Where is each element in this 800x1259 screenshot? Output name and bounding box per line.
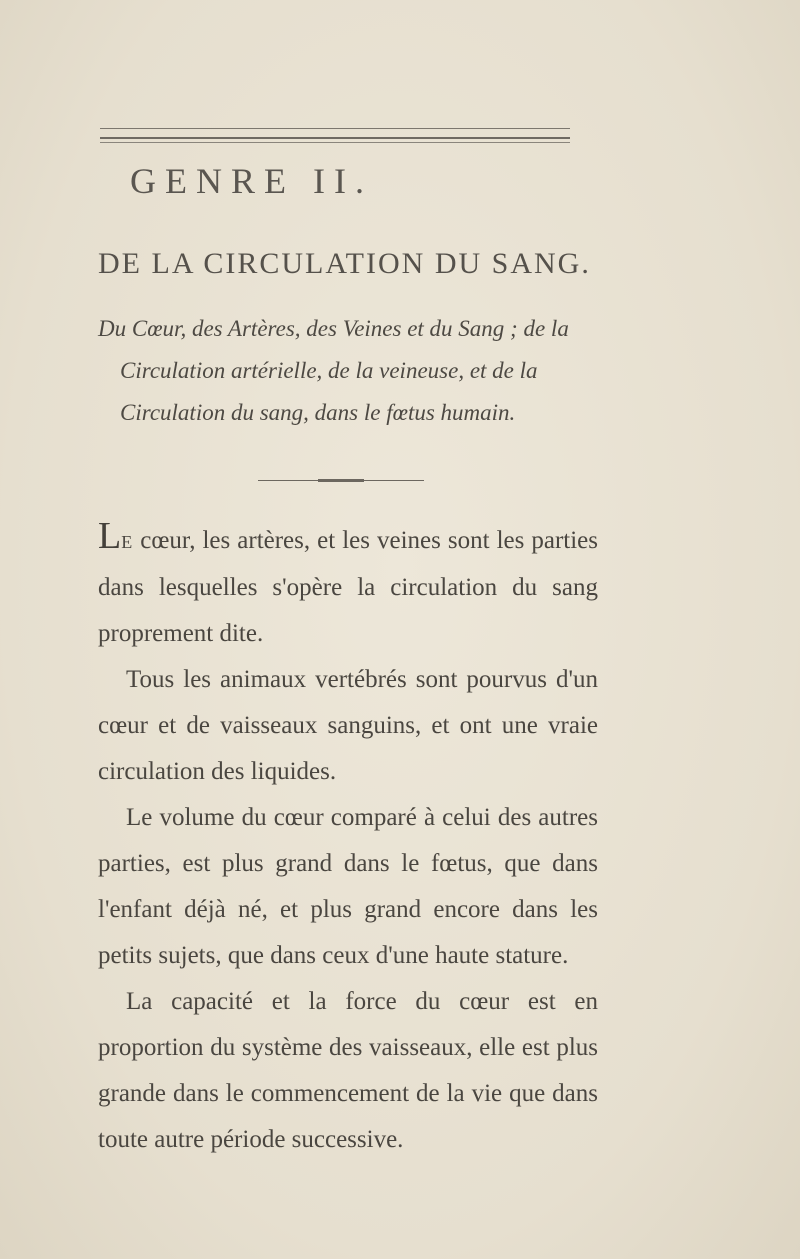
paragraph-1	[98, 515, 598, 657]
drop-cap-continuation: E	[121, 532, 134, 552]
top-rule-thin	[100, 128, 570, 129]
paragraph-1-text: cœur, les artères, et les veines sont les parties dans lesquelles s'opère la circulation du sang proprement dite.	[98, 527, 598, 647]
paragraph-4: La capacité et la force du cœur est en proportion du système des vaisseaux, elle est plus grande dans le commencement de la vie que dans toute autre période successive.	[98, 988, 598, 1153]
top-rule-bottom	[100, 142, 570, 143]
drop-cap: L	[98, 515, 122, 557]
ornament-divider	[258, 480, 424, 484]
paragraph-2: Tous les animaux vertébrés sont pourvus d'un cœur et de vaisseaux sanguins, et ont une vraie circulation des liquides.	[98, 666, 598, 785]
chapter-heading: DE LA CIRCULATION DU SANG.	[98, 247, 591, 280]
body-text	[98, 515, 598, 1163]
top-rule-thick	[100, 137, 570, 139]
genre-heading: GENRE II.	[130, 161, 373, 201]
chapter-summary: Du Cœur, des Artères, des Veines et du Sang ; de la Circulation artérielle, de la veineuse, et de la Circulation du sang, dans le fœtus humain.	[98, 316, 569, 425]
paragraph-3: Le volume du cœur comparé à celui des autres parties, est plus grand dans le fœtus, que dans l'enfant déjà né, et plus grand encore dans les petits sujets, que dans ceux d'une haute stature.	[98, 804, 598, 969]
